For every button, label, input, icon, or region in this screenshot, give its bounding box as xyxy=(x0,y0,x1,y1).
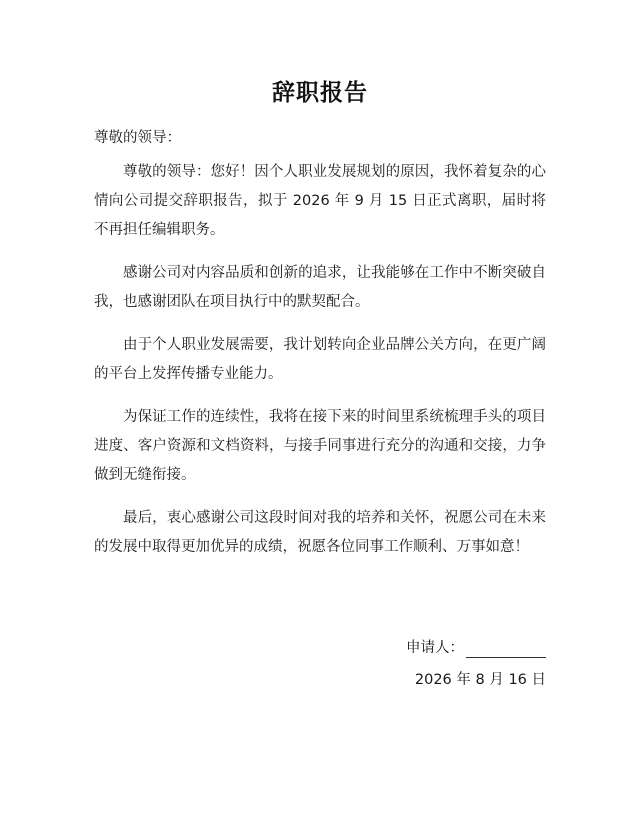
paragraph-5: 最后，衷心感谢公司这段时间对我的培养和关怀，祝愿公司在未来的发展中取得更加优异的成绩，祝愿各位同事工作顺利、万事如意！ xyxy=(94,510,546,555)
paragraph-2: 感谢公司对内容品质和创新的追求，让我能够在工作中不断突破自我，也感谢团队在项目执行中的默契配合。 xyxy=(94,265,546,310)
paragraph-4: 为保证工作的连续性，我将在接下来的时间里系统梳理手头的项目进度、客户资源和文档资料，与接手同事进行充分的沟通和交接，力争做到无缝衔接。 xyxy=(94,409,546,483)
signature-block xyxy=(406,638,546,658)
paragraph-1: 尊敬的领导：您好！因个人职业发展规划的原因，我怀着复杂的心情向公司提交辞职报告，拟于 2026 年 9 月 15 日正式离职，届时将不再担任编辑职务。 xyxy=(94,164,546,238)
signature-line xyxy=(466,643,546,658)
document-title: 辞职报告 xyxy=(272,80,368,106)
letter-body xyxy=(94,158,546,576)
signature-label: 申请人： xyxy=(406,640,464,656)
salutation: 尊敬的领导： xyxy=(94,130,181,146)
paragraph-3: 由于个人职业发展需要，我计划转向企业品牌公关方向，在更广阔的平台上发挥传播专业能力。 xyxy=(94,337,546,382)
document-date: 2026 年 8 月 16 日 xyxy=(414,672,546,688)
